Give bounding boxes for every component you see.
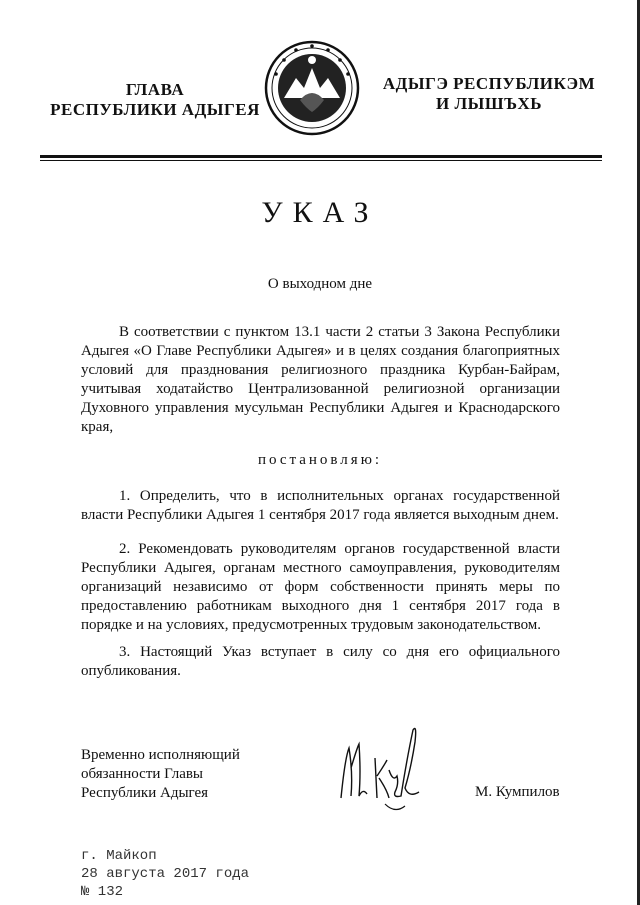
footer-date: 28 августа 2017 года xyxy=(81,866,250,882)
signatory-title-line3: Республики Адыгея xyxy=(81,785,209,801)
coat-of-arms-icon xyxy=(262,38,362,138)
signer-name: М. Кумпилов xyxy=(475,784,560,800)
document-subject: О выходном дне xyxy=(267,276,373,292)
header-left xyxy=(40,80,270,120)
preamble-paragraph: В соответствии с пунктом 13.1 части 2 статьи 3 Закона Республики Адыгея «О Главе Республики Адыгея» и в целях создания благоприятных условий для празднования религиозного праздника Курбан-Байрам, учитывая ходатайство Централизованной религиозной организации Духовного управления мусульман Республики Адыгея и Краснодарского края, xyxy=(81,324,560,435)
signatory-title xyxy=(81,746,240,803)
footer-number: № 132 xyxy=(81,884,124,900)
handwritten-signature xyxy=(335,718,445,823)
document-title: УКАЗ xyxy=(261,196,379,229)
signatory-title-line1: Временно исполняющий xyxy=(81,747,240,763)
header-left-line1: ГЛАВА xyxy=(125,80,185,99)
item-2-paragraph: 2. Рекомендовать руководителям органов государственной власти Республики Адыгея, органам местного самоуправления, руководителям организаций независимо от форм собственности принять меры по предоставлению работникам выходного дня 1 сентября 2017 года в порядке и на условиях, предусмотренных трудовым законодательством. xyxy=(81,541,560,633)
header-right xyxy=(374,74,604,114)
header-rule-thick xyxy=(40,155,602,158)
header-right-line2: И ЛЫШЪХЬ xyxy=(435,94,543,113)
item-3-paragraph: 3. Настоящий Указ вступает в силу со дня его официального опубликования. xyxy=(81,644,560,679)
header-left-line2: РЕСПУБЛИКИ АДЫГЕЯ xyxy=(50,100,260,119)
signatory-title-line2: обязанности Главы xyxy=(81,766,204,782)
decree-word: постановляю: xyxy=(257,452,383,468)
header-rule-thin xyxy=(40,160,602,161)
footer-city: г. Майкоп xyxy=(81,848,157,864)
footer-stamp xyxy=(81,847,249,901)
header-right-line1: АДЫГЭ РЕСПУБЛИКЭМ xyxy=(382,74,596,93)
item-1-paragraph: 1. Определить, что в исполнительных органах государственной власти Республики Адыгея 1 сентября 2017 года является выходным днем. xyxy=(81,488,560,523)
